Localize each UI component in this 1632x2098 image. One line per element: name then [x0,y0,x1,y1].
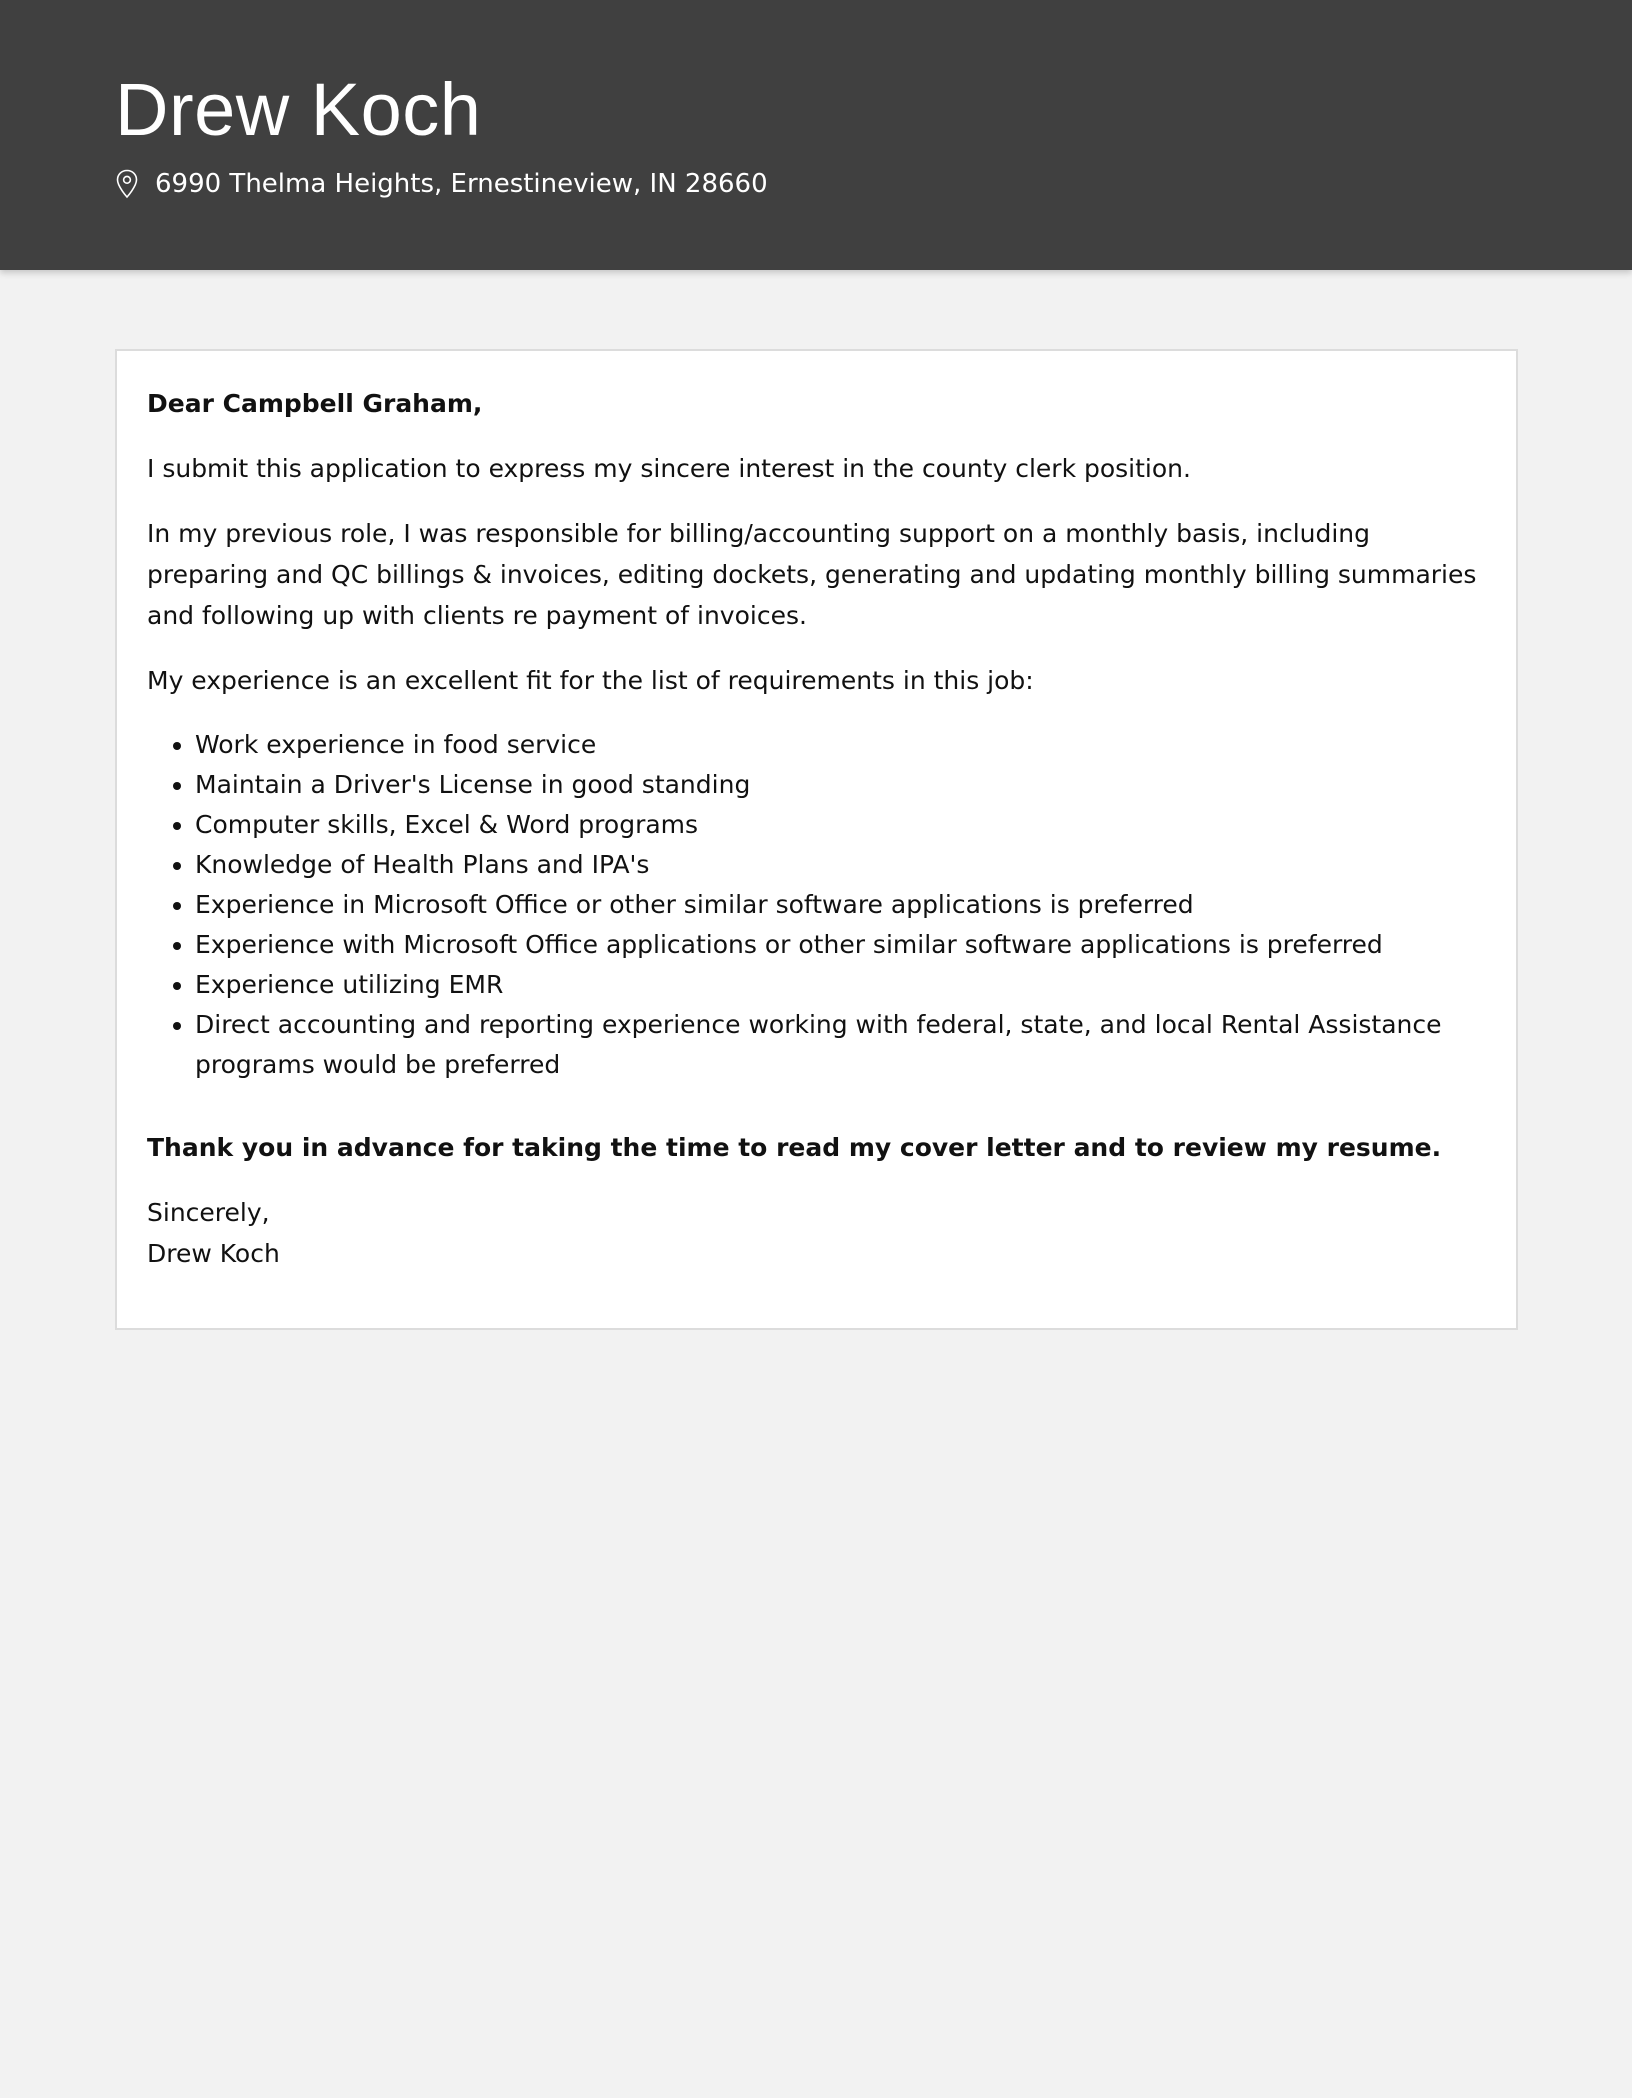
letter-requirements-intro: My experience is an excellent fit for the list of requirements in this job: [147,666,1034,695]
letter-closing: Thank you in advance for taking the time to read my cover letter and to review my resume. [147,1133,1442,1162]
list-item: • Maintain a Driver's License in good standing [195,765,1486,805]
letter-intro: I submit this application to express my sincere interest in the county clerk position. [147,454,1191,483]
list-item: • Experience utilizing EMR [195,965,1486,1005]
list-item: • Experience with Microsoft Office applications or other similar software applications is preferred [195,925,1486,965]
letter-experience: In my previous role, I was responsible for billing/accounting support on a monthly basis, including preparing and QC billings & invoices, editing dockets, generating and updating monthly billing summaries and following up with clients re payment of invoices. [147,519,1477,630]
location-pin-icon [115,169,139,199]
letter-signoff-block [147,1192,1486,1274]
address-row [115,166,768,202]
applicant-name: Drew Koch [115,68,482,151]
list-item: • Work experience in food service [195,725,1486,765]
letter-signoff: Sincerely, [147,1198,270,1227]
list-item: • Experience in Microsoft Office or other similar software applications is preferred [195,885,1486,925]
list-item: • Knowledge of Health Plans and IPA's [195,845,1486,885]
list-item: • Direct accounting and reporting experience working with federal, state, and local Rental Assistance programs would be preferred [195,1005,1486,1085]
address-text: 6990 Thelma Heights, Ernestineview, IN 28660 [155,169,768,199]
letter-greeting: Dear Campbell Graham, [147,389,483,418]
letter-signature: Drew Koch [147,1239,280,1268]
list-item: • Computer skills, Excel & Word programs [195,805,1486,845]
header-banner [0,0,1632,270]
requirements-list [147,725,1486,1085]
cover-letter [115,349,1518,1330]
